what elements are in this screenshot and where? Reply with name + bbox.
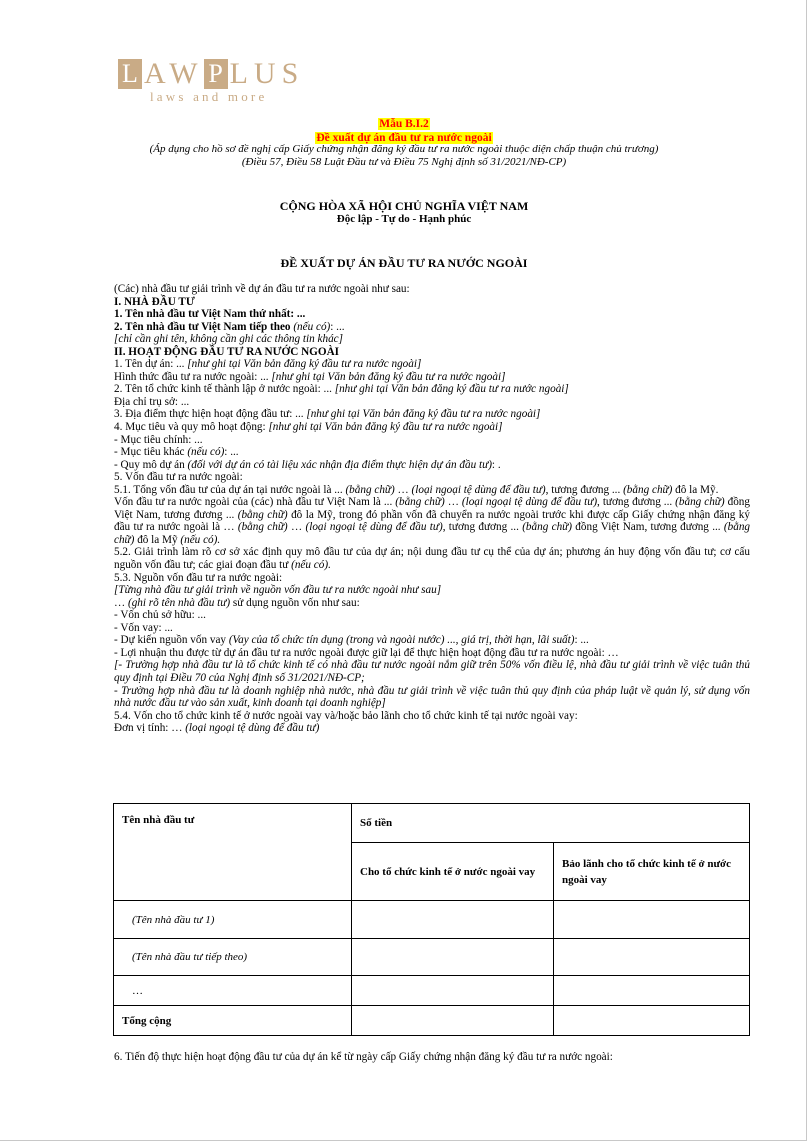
v14: (bằng chữ) [522, 521, 572, 534]
row-loan-cell[interactable] [352, 901, 554, 939]
row-guarantee-cell[interactable] [554, 939, 750, 976]
form-note-2: (Điều 57, Điều 58 Luật Đầu tư và Điều 75 Nghị định số 31/2021/NĐ-CP) [241, 156, 567, 168]
col-loan-header: Cho tổ chức kinh tế ở nước ngoài vay [352, 843, 554, 901]
investment-form-line [114, 371, 750, 384]
form-title: Đề xuất dự án đầu tư ra nước ngoài [316, 132, 492, 144]
lending-heading: 5.4. Vốn cho tổ chức kinh tế ở nước ngoài vay và/hoặc bảo lãnh cho tổ chức kinh tế tại nước ngoài vay: [114, 709, 578, 722]
project-name-line [114, 358, 750, 371]
logo-letter-l: L [118, 59, 142, 89]
unit-hint: (loại ngoại tệ dùng để đầu tư) [185, 722, 320, 735]
capital-source-note: [Từng nhà đầu tư giải trình về nguồn vốn đầu tư ra nước ngoài như sau] [114, 584, 442, 597]
v11: … [287, 521, 306, 534]
v10: (bằng chữ) [237, 521, 288, 534]
v9: đô la Mỹ, trong đó phần vốn đã chuyển ra nước ngoài trước khi được cấp Giấy chứng nhận đăng ký đầu tư ra nước ngoài là … [114, 508, 750, 534]
unit-line [114, 722, 750, 735]
logo-letters-aw: AW [144, 57, 204, 90]
other-objective-label: - Mục tiêu khác [114, 446, 188, 459]
row-loan-cell[interactable] [352, 939, 554, 976]
l2: (Vay của tổ chức tín dụng (trong và ngoài nước) ..., giá trị, thời hạn, lãi suất) [228, 634, 575, 647]
project-name-label: 1. Tên dự án: ... [114, 358, 188, 371]
col-guarantee-header: Bảo lãnh cho tổ chức kinh tế ở nước ngoài vay [554, 843, 750, 901]
capital-heading: 5. Vốn đầu tư ra nước ngoài: [114, 471, 243, 484]
capital-explanation-paragraph [114, 546, 750, 571]
main-objective-line: - Mục tiêu chính: ... [114, 433, 203, 446]
head-office-line: Địa chỉ trụ sở: ... [114, 395, 190, 408]
location-hint: [như ghi tại Văn bản đăng ký đầu tư ra nước ngoài] [306, 408, 541, 421]
v12: (loại ngoại tệ dùng để đầu tư) [305, 521, 443, 534]
l3: : ... [574, 634, 589, 647]
investor-2-tail: : ... [330, 320, 345, 333]
v8: (bằng chữ) [237, 508, 288, 521]
loan-source-line [114, 634, 750, 647]
section-1-heading: I. NHÀ ĐẦU TƯ [114, 295, 195, 308]
other-objective-tail: : ... [224, 446, 239, 459]
project-scale-hint: (đối với dự án có tài liệu xác nhận địa điểm thực hiện dự án đầu tư) [187, 458, 492, 471]
table-row [114, 901, 750, 939]
t1: 5.1. Tổng vốn đầu tư của dự án tại nước ngoài là ... [114, 483, 346, 496]
other-objective-optional: (nếu có) [187, 446, 225, 459]
project-scale-tail: : . [491, 458, 501, 471]
investor-note: [chỉ cần ghi tên, không cần ghi các thông tin khác] [114, 333, 343, 346]
e1: 5.2. Giải trình làm rõ cơ sở xác định quy mô đầu tư của dự án; nội dung đầu tư cụ thể của dự án; phương án huy động vốn đầu tư; cơ cấu nguồn vốn đầu tư; các giai đoạn đầu tư [114, 546, 750, 572]
table-row [114, 939, 750, 976]
table-header-row [114, 804, 750, 843]
objectives-label: 4. Mục tiêu và quy mô hoạt động: [114, 421, 269, 434]
v17: đô la Mỹ [134, 533, 181, 546]
logo-letter-p: P [204, 59, 228, 89]
investor-2-label: 2. Tên nhà đầu tư Việt Nam tiếp theo [114, 320, 291, 333]
document-title: ĐỀ XUẤT DỰ ÁN ĐẦU TƯ RA NƯỚC NGOÀI [280, 256, 528, 270]
location-label: 3. Địa điểm thực hiện hoạt động đầu tư: ... [114, 408, 307, 421]
investor-source-line [114, 597, 750, 610]
section-6-line: 6. Tiến độ thực hiện hoạt động đầu tư của dự án kể từ ngày cấp Giấy chứng nhận đăng ký đầu tư ra nước ngoài: [114, 1051, 613, 1063]
v1: Vốn đầu tư ra nước ngoài của (các) nhà đầu tư Việt Nam là ... [114, 496, 396, 509]
org-name-label: 2. Tên tổ chức kinh tế thành lập ở nước ngoài: ... [114, 383, 335, 396]
investor-1-line: 1. Tên nhà đầu tư Việt Nam thứ nhất: ... [114, 308, 306, 321]
v6: (bằng chữ) [675, 496, 725, 509]
objectives-line [114, 421, 750, 434]
logo-wordmark [118, 58, 304, 90]
t7: đô la Mỹ. [672, 483, 719, 496]
e2: (nếu có). [291, 559, 331, 572]
s2: (ghi rõ tên nhà đầu tư) [127, 596, 231, 609]
other-objective-line [114, 446, 750, 459]
section-2-heading: II. HOẠT ĐỘNG ĐẦU TƯ RA NƯỚC NGOÀI [114, 345, 340, 358]
retained-profit-line: - Lợi nhuận thu được từ dự án đầu tư ra nước ngoài được giữ lại để thực hiện hoạt động đầu tư ra nước ngoài: … [114, 646, 619, 659]
form-code: Mẫu B.I.2 [379, 118, 429, 130]
row-investor-name: … [114, 976, 352, 1006]
state-owned-note: - Trường hợp nhà đầu tư là doanh nghiệp nhà nước, nhà đầu tư giải trình về việc tuân thủ quy định của pháp luật về quản lý, sử dụng vốn nhà nước đầu tư vào sản xuất, kinh doanh tại doanh nghiệp] [114, 684, 750, 710]
row-guarantee-cell[interactable] [554, 976, 750, 1006]
investor-2-optional: (nếu có) [293, 320, 331, 333]
row-loan-cell[interactable] [352, 976, 554, 1006]
s3: sử dụng nguồn vốn như sau: [230, 596, 360, 609]
v7: đồng Việt Nam, tương đương ... [114, 496, 750, 521]
country-name: CỘNG HÒA XÃ HỘI CHỦ NGHĨA VIỆT NAM [279, 199, 529, 213]
form-note-1: (Áp dụng cho hồ sơ đề nghị cấp Giấy chứng nhận đăng ký đầu tư ra nước ngoài thuộc diện chấp thuận chủ trương) [149, 143, 659, 155]
intro-text: (Các) nhà đầu tư giải trình về dự án đầu tư ra nước ngoài như sau: [114, 283, 410, 295]
v5: , tương đương ... [597, 496, 676, 509]
v2: (bằng chữ) [395, 496, 445, 509]
capital-source-heading: 5.3. Nguồn vốn đầu tư ra nước ngoài: [114, 571, 283, 584]
foreign-owned-note: [- Trường hợp nhà đầu tư là tổ chức kinh tế có nhà đầu tư nước ngoài nắm giữ trên 50% vốn điều lệ, nhà đầu tư giải trình về việc tuân thủ quy định tại Điều 70 của Nghị định số 31/2021/NĐ-CP; [114, 659, 750, 684]
investment-form-hint: [như ghi tại Văn bản đăng ký đầu tư ra nước ngoài] [271, 370, 506, 383]
vn-capital-paragraph [114, 496, 750, 546]
row-guarantee-cell[interactable] [554, 901, 750, 939]
unit-label: Đơn vị tính: … [114, 722, 186, 735]
t4: (loại ngoại tệ dùng để đầu tư) [411, 483, 546, 496]
t2: (bằng chữ) [345, 483, 395, 496]
lawplus-logo [118, 58, 328, 108]
total-capital-paragraph [114, 484, 750, 497]
national-motto: Độc lập - Tự do - Hạnh phúc [336, 213, 472, 225]
project-scale-label: - Quy mô dự án [114, 458, 188, 471]
logo-letters-lus: LUS [229, 57, 305, 90]
total-guarantee-cell[interactable] [554, 1006, 750, 1036]
row-investor-name: (Tên nhà đầu tư 1) [114, 901, 352, 939]
investment-form-label: Hình thức đầu tư ra nước ngoài: ... [114, 370, 272, 383]
t6: (bằng chữ) [623, 483, 673, 496]
project-scale-line [114, 459, 750, 472]
lending-table [113, 803, 750, 1036]
s1: … [114, 596, 128, 609]
loan-line: - Vốn vay: ... [114, 621, 173, 634]
v15: đồng Việt Nam, tương đương ... [572, 521, 724, 534]
l1: - Dự kiến nguồn vốn vay [114, 634, 229, 647]
objectives-hint: [như ghi tại Văn bản đăng ký đầu tư ra nước ngoài] [268, 421, 503, 434]
v16: (bằng chữ) [114, 521, 751, 546]
project-name-hint: [như ghi tại Văn bản đăng ký đầu tư ra nước ngoài] [187, 358, 422, 371]
document-body [114, 283, 750, 735]
col-investor-header: Tên nhà đầu tư [114, 804, 352, 901]
v3: … [444, 496, 462, 509]
v18: (nếu có). [180, 533, 221, 546]
table-total-row [114, 1006, 750, 1036]
location-line [114, 408, 750, 421]
v4: (loại ngoại tệ dùng để đầu tư) [461, 496, 598, 509]
total-label: Tổng cộng [114, 1006, 352, 1036]
t3: … [394, 483, 412, 496]
total-loan-cell[interactable] [352, 1006, 554, 1036]
logo-tagline: laws and more [150, 89, 268, 104]
org-name-line [114, 383, 750, 396]
org-name-hint: [như ghi tại Văn bản đăng ký đầu tư ra nước ngoài] [334, 383, 569, 396]
v13: , tương đương ... [442, 521, 523, 534]
col-amount-header: Số tiền [352, 804, 750, 843]
investor-2-line [114, 321, 750, 334]
table-row [114, 976, 750, 1006]
equity-line: - Vốn chủ sở hữu: ... [114, 609, 206, 622]
t5: , tương đương ... [545, 483, 624, 496]
row-investor-name: (Tên nhà đầu tư tiếp theo) [114, 939, 352, 976]
